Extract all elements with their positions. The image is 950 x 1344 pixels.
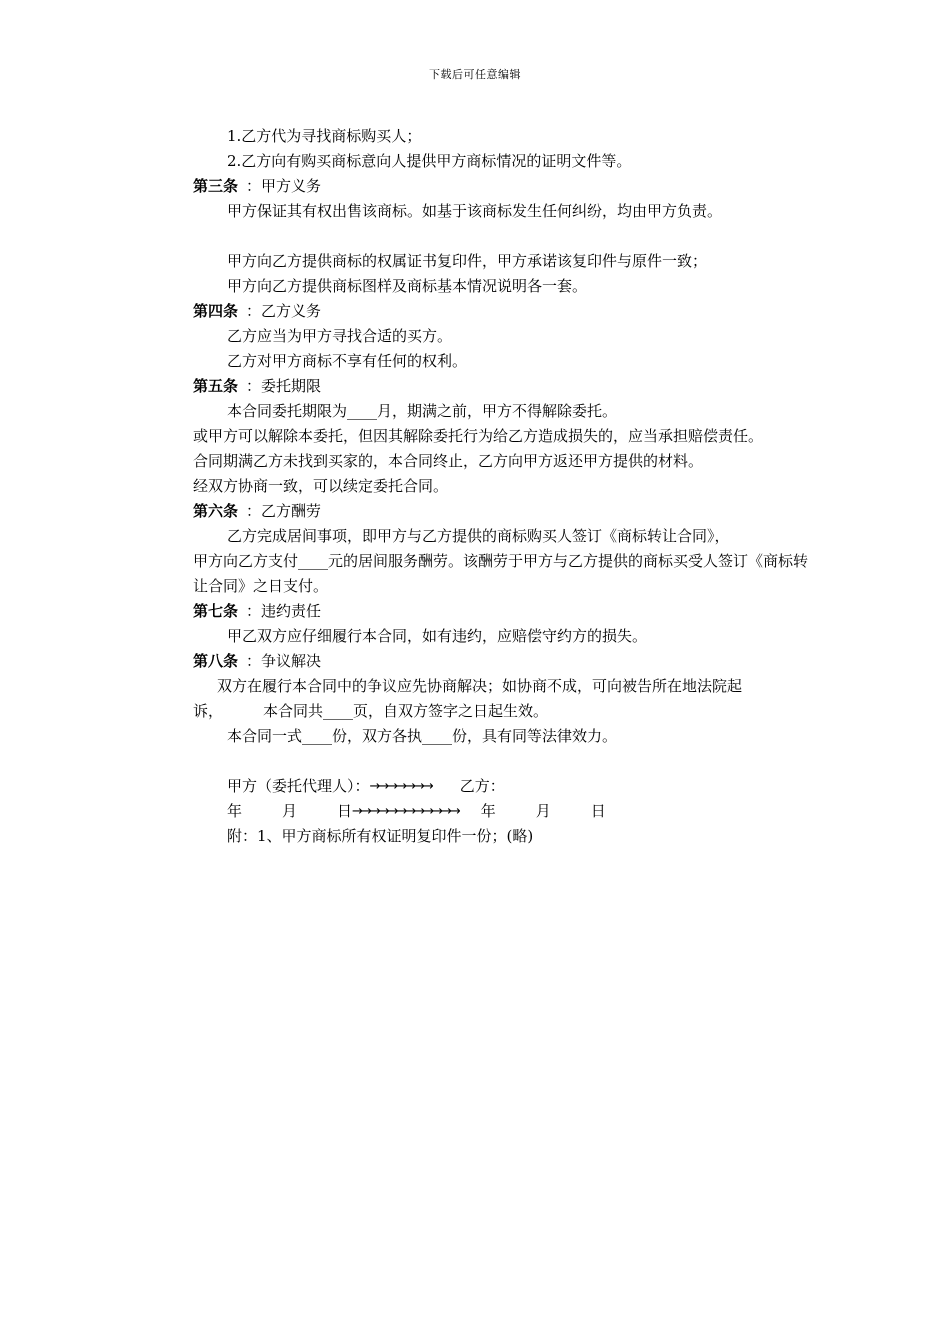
clause-line: 合同期满乙方未找到买家的，本合同终止，乙方向甲方返还甲方提供的材料。 xyxy=(193,452,704,470)
section-number: 第七条 xyxy=(193,602,239,620)
section-heading-4 xyxy=(193,299,808,324)
section-heading-5 xyxy=(193,374,808,399)
contract-body xyxy=(193,124,808,849)
section-title: ：争议解决 xyxy=(246,652,322,670)
section-number: 第四条 xyxy=(193,302,239,320)
section-number: 第三条 xyxy=(193,177,239,195)
date-day: 日 xyxy=(337,802,353,820)
clause-line: 本合同一式____份，双方各执____份，具有同等法律效力。 xyxy=(227,727,618,745)
clause-text: 甲方向乙方支付____元的居间服务酬劳。该酬劳于甲方与乙方提供的商标买受人签订《商标转让合同》之日支付。 xyxy=(193,552,809,595)
clause-text: 或甲方可以解除本委托，但因其解除委托行为给乙方造成损失的，应当承担赔偿责任。 xyxy=(193,427,764,445)
section-title: ：违约责任 xyxy=(246,602,322,620)
party-a-label: 甲方（委托代理人）： xyxy=(227,777,370,795)
clause-text: 本合同共____页，自双方签字之日起生效。 xyxy=(263,702,549,720)
clause-paragraph xyxy=(193,549,808,599)
clause-line: 甲方向乙方提供商标图样及商标基本情况说明各一套。 xyxy=(227,277,588,295)
date-line xyxy=(193,799,808,824)
party-b-label: 乙方： xyxy=(459,777,505,795)
clause-paragraph xyxy=(193,424,808,449)
signature-line xyxy=(193,774,808,799)
section-title: ：甲方义务 xyxy=(246,177,322,195)
clause-line: 乙方完成居间事项，即甲方与乙方提供的商标购买人签订《商标转让合同》， xyxy=(227,527,730,545)
section-heading-6 xyxy=(193,499,808,524)
clause-line: 甲乙双方应仔细履行本合同，如有违约，应赔偿守约方的损失。 xyxy=(227,627,648,645)
clause-line: 1.乙方代为寻找商标购买人； xyxy=(227,127,422,145)
clause-line: 2.乙方向有购买商标意向人提供甲方商标情况的证明文件等。 xyxy=(227,152,632,170)
section-heading-8 xyxy=(193,649,808,674)
clause-line: 本合同委托期限为____月，期满之前，甲方不得解除委托。 xyxy=(227,402,618,420)
date-day: 日 xyxy=(590,802,606,820)
section-heading-7 xyxy=(193,599,808,624)
section-number: 第五条 xyxy=(193,377,239,395)
page-header: 下载后可任意编辑 xyxy=(429,68,521,81)
clause-line: 甲方向乙方提供商标的权属证书复印件，甲方承诺该复印件与原件一致； xyxy=(227,252,708,270)
clause-line: 乙方对甲方商标不享有任何的权利。 xyxy=(227,352,468,370)
section-title: ：乙方酬劳 xyxy=(246,502,322,520)
attachment-note: 附：1、甲方商标所有权证明复印件一份；(略) xyxy=(227,827,534,845)
clause-line: 经双方协商一致，可以续定委托合同。 xyxy=(193,477,449,495)
date-month: 月 xyxy=(282,802,298,820)
blank-line xyxy=(193,224,808,249)
section-title: ：乙方义务 xyxy=(246,302,322,320)
clause-line: 乙方应当为甲方寻找合适的买方。 xyxy=(227,327,453,345)
arrow-fill-icon: →→→→→→→→→→→→ xyxy=(352,804,459,819)
section-heading-3 xyxy=(193,174,808,199)
date-year: 年 xyxy=(480,802,496,820)
clause-line xyxy=(193,699,808,724)
date-year: 年 xyxy=(227,802,243,820)
section-number: 第六条 xyxy=(193,502,239,520)
section-number: 第八条 xyxy=(193,652,239,670)
date-month: 月 xyxy=(535,802,551,820)
section-title: ：委托期限 xyxy=(246,377,322,395)
blank-line xyxy=(193,749,808,774)
clause-line: 甲方保证其有权出售该商标。如基于该商标发生任何纠纷，均由甲方负责。 xyxy=(227,202,723,220)
clause-text: 诉， xyxy=(193,702,224,720)
arrow-fill-icon: →→→→→→→ xyxy=(369,779,432,794)
clause-line: 双方在履行本合同中的争议应先协商解决；如协商不成，可向被告所在地法院起 xyxy=(217,677,743,695)
